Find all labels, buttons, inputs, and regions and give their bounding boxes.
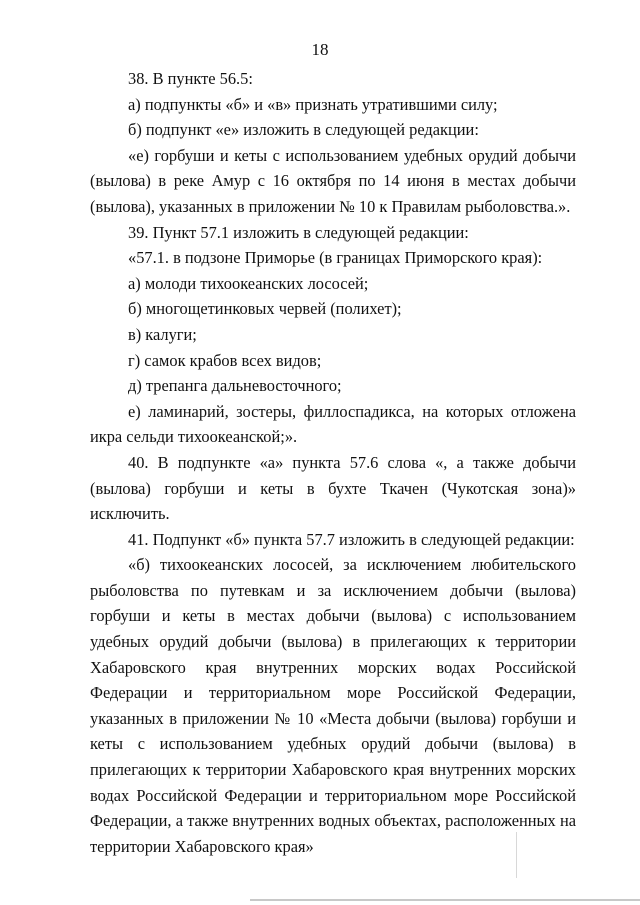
paragraph-item-41: 41. Подпункт «б» пункта 57.7 изложить в следующей редакции: [128, 529, 575, 549]
paragraph-quote-57-1: «57.1. в подзоне Приморье (в границах Приморского края): [128, 248, 543, 268]
page-number: 18 [311, 40, 329, 59]
paragraph-item-39: 39. Пункт 57.1 изложить в следующей редакции: [128, 222, 469, 242]
document-body [90, 66, 576, 859]
paragraph-quote-b: «б) тихоокеанских лососей, за исключением любительского рыболовства по путевкам и за исключением добычи (вылова) горбуши и кеты в местах добычи (вылова) с использованием удебных орудий добычи (вылова) в прилегающих к территории Хабаровского края внутренних морских водах Российской Федерации и территориальном море Российской Федерации, указанных в приложении № 10 «Места добычи (вылова) горбуши и кеты с использованием удебных орудий добычи (вылова) в прилегающих к территории Хабаровского края внутренних морских водах Российской Федерации и территориальном море Российской Федерации, а также внутренних водных объектах, расположенных на территории Хабаровского края» [90, 555, 576, 856]
paragraph-subitem-a: а) подпункты «б» и «в» признать утратившими силу; [128, 94, 498, 114]
paragraph-list-g: г) самок крабов всех видов; [128, 350, 322, 370]
scan-artifact-line [516, 832, 517, 878]
paragraph-subitem-b: б) подпункт «е» изложить в следующей редакции: [128, 120, 479, 140]
paragraph-list-v: в) калуги; [128, 324, 197, 344]
paragraph-list-a: а) молоди тихоокеанских лососей; [128, 273, 369, 293]
paragraph-item-40: 40. В подпункте «а» пункта 57.6 слова «, а также добычи (вылова) горбуши и кеты в бухте Ткачен (Чукотская зона)» исключить. [90, 452, 576, 524]
paragraph-list-d: д) трепанга дальневосточного; [128, 376, 342, 396]
scan-bottom-edge [250, 899, 640, 901]
paragraph-list-e: е) ламинарий, зостеры, филлоспадикса, на которых отложена икра сельди тихоокеанской;». [90, 401, 576, 447]
paragraph-item-38: 38. В пункте 56.5: [128, 69, 253, 88]
paragraph-quote-e: «е) горбуши и кеты с использованием удебных орудий добычи (вылова) в реке Амур с 16 октября по 14 июня в местах добычи (вылова), указанных в приложении № 10 к Правилам рыболовства.». [90, 145, 576, 216]
paragraph-list-b: б) многощетинковых червей (полихет); [128, 299, 402, 319]
